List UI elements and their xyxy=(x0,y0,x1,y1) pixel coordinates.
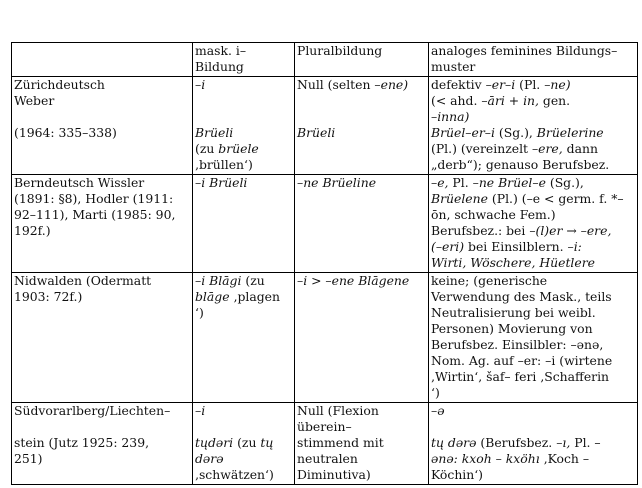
header-mask-line2: Bildung xyxy=(195,59,244,74)
mask-cell: –i Brüeli (zu brüele ‚brüllen‘) xyxy=(193,77,295,175)
header-row xyxy=(12,43,638,77)
plural-cell: Null (selten –ene) Brüeli xyxy=(295,77,429,175)
mask-cell: –i tųdəri (zu tų dərə ‚schwätzen‘) xyxy=(193,403,295,485)
mask-cell: –i Blāgi (zu blāge ‚plagen ‘) xyxy=(193,273,295,403)
table-row xyxy=(12,403,638,485)
plural-cell: Null (Flexion überein– stimmend mit neutralen Diminutiva) xyxy=(295,403,429,485)
source-cell: Nidwalden (Odermatt 1903: 72f.) xyxy=(12,273,193,403)
header-fem-line1: analoges feminines Bildungs– xyxy=(431,43,618,58)
header-cell-mask xyxy=(193,43,295,77)
header-cell-source xyxy=(12,43,193,77)
table-row xyxy=(12,175,638,273)
feminine-cell: defektiv –er–i (Pl. –ne) (< ahd. –āri + in, gen. –inna) Brüel–er–i (Sg.), Brüelerine (Pl.) (vereinzelt –ere, dann „derb“); genauso Berufsbez. xyxy=(429,77,638,175)
plural-cell: –i > –ene Blāgene xyxy=(295,273,429,403)
table-row xyxy=(12,77,638,175)
header-fem-line2: muster xyxy=(431,59,476,74)
feminine-cell: keine; (generische Verwendung des Mask., teils Neutralisierung bei weibl. Personen) Movierung von Berufsbez. Einsilbler: –ənə, Nom. Ag. auf –er: –i (wirtene ‚Wirtin‘, šaf– feri ‚Schafferin ‘) xyxy=(429,273,638,403)
comparison-table xyxy=(11,42,638,485)
header-cell-plural: Pluralbildung xyxy=(295,43,429,77)
table-row xyxy=(12,273,638,403)
source-cell: Berndeutsch Wissler (1891: §8), Hodler (1911: 92–111), Marti (1985: 90, 192f.) xyxy=(12,175,193,273)
mask-cell: –i Brüeli xyxy=(193,175,295,273)
feminine-cell: –e, Pl. –ne Brüel–e (Sg.), Brüelene (Pl.) (–e < germ. f. *– ōn, schwache Fem.) Berufsbez.: bei –(l)er → –ere, (–eri) bei Einsilblern. –i: Wirti, Wöschere, Hüetlere xyxy=(429,175,638,273)
header-mask-line1: mask. i– xyxy=(195,43,247,58)
header-cell-feminine xyxy=(429,43,638,77)
feminine-cell: –ə tų dərə (Berufsbez. –ı, Pl. – ənə: kxoh – kxöhı ‚Koch – Köchin‘) xyxy=(429,403,638,485)
plural-cell: –ne Brüeline xyxy=(295,175,429,273)
source-cell: Südvorarlberg/Liechten– stein (Jutz 1925: 239, 251) xyxy=(12,403,193,485)
source-cell: Zürichdeutsch Weber (1964: 335–338) xyxy=(12,77,193,175)
